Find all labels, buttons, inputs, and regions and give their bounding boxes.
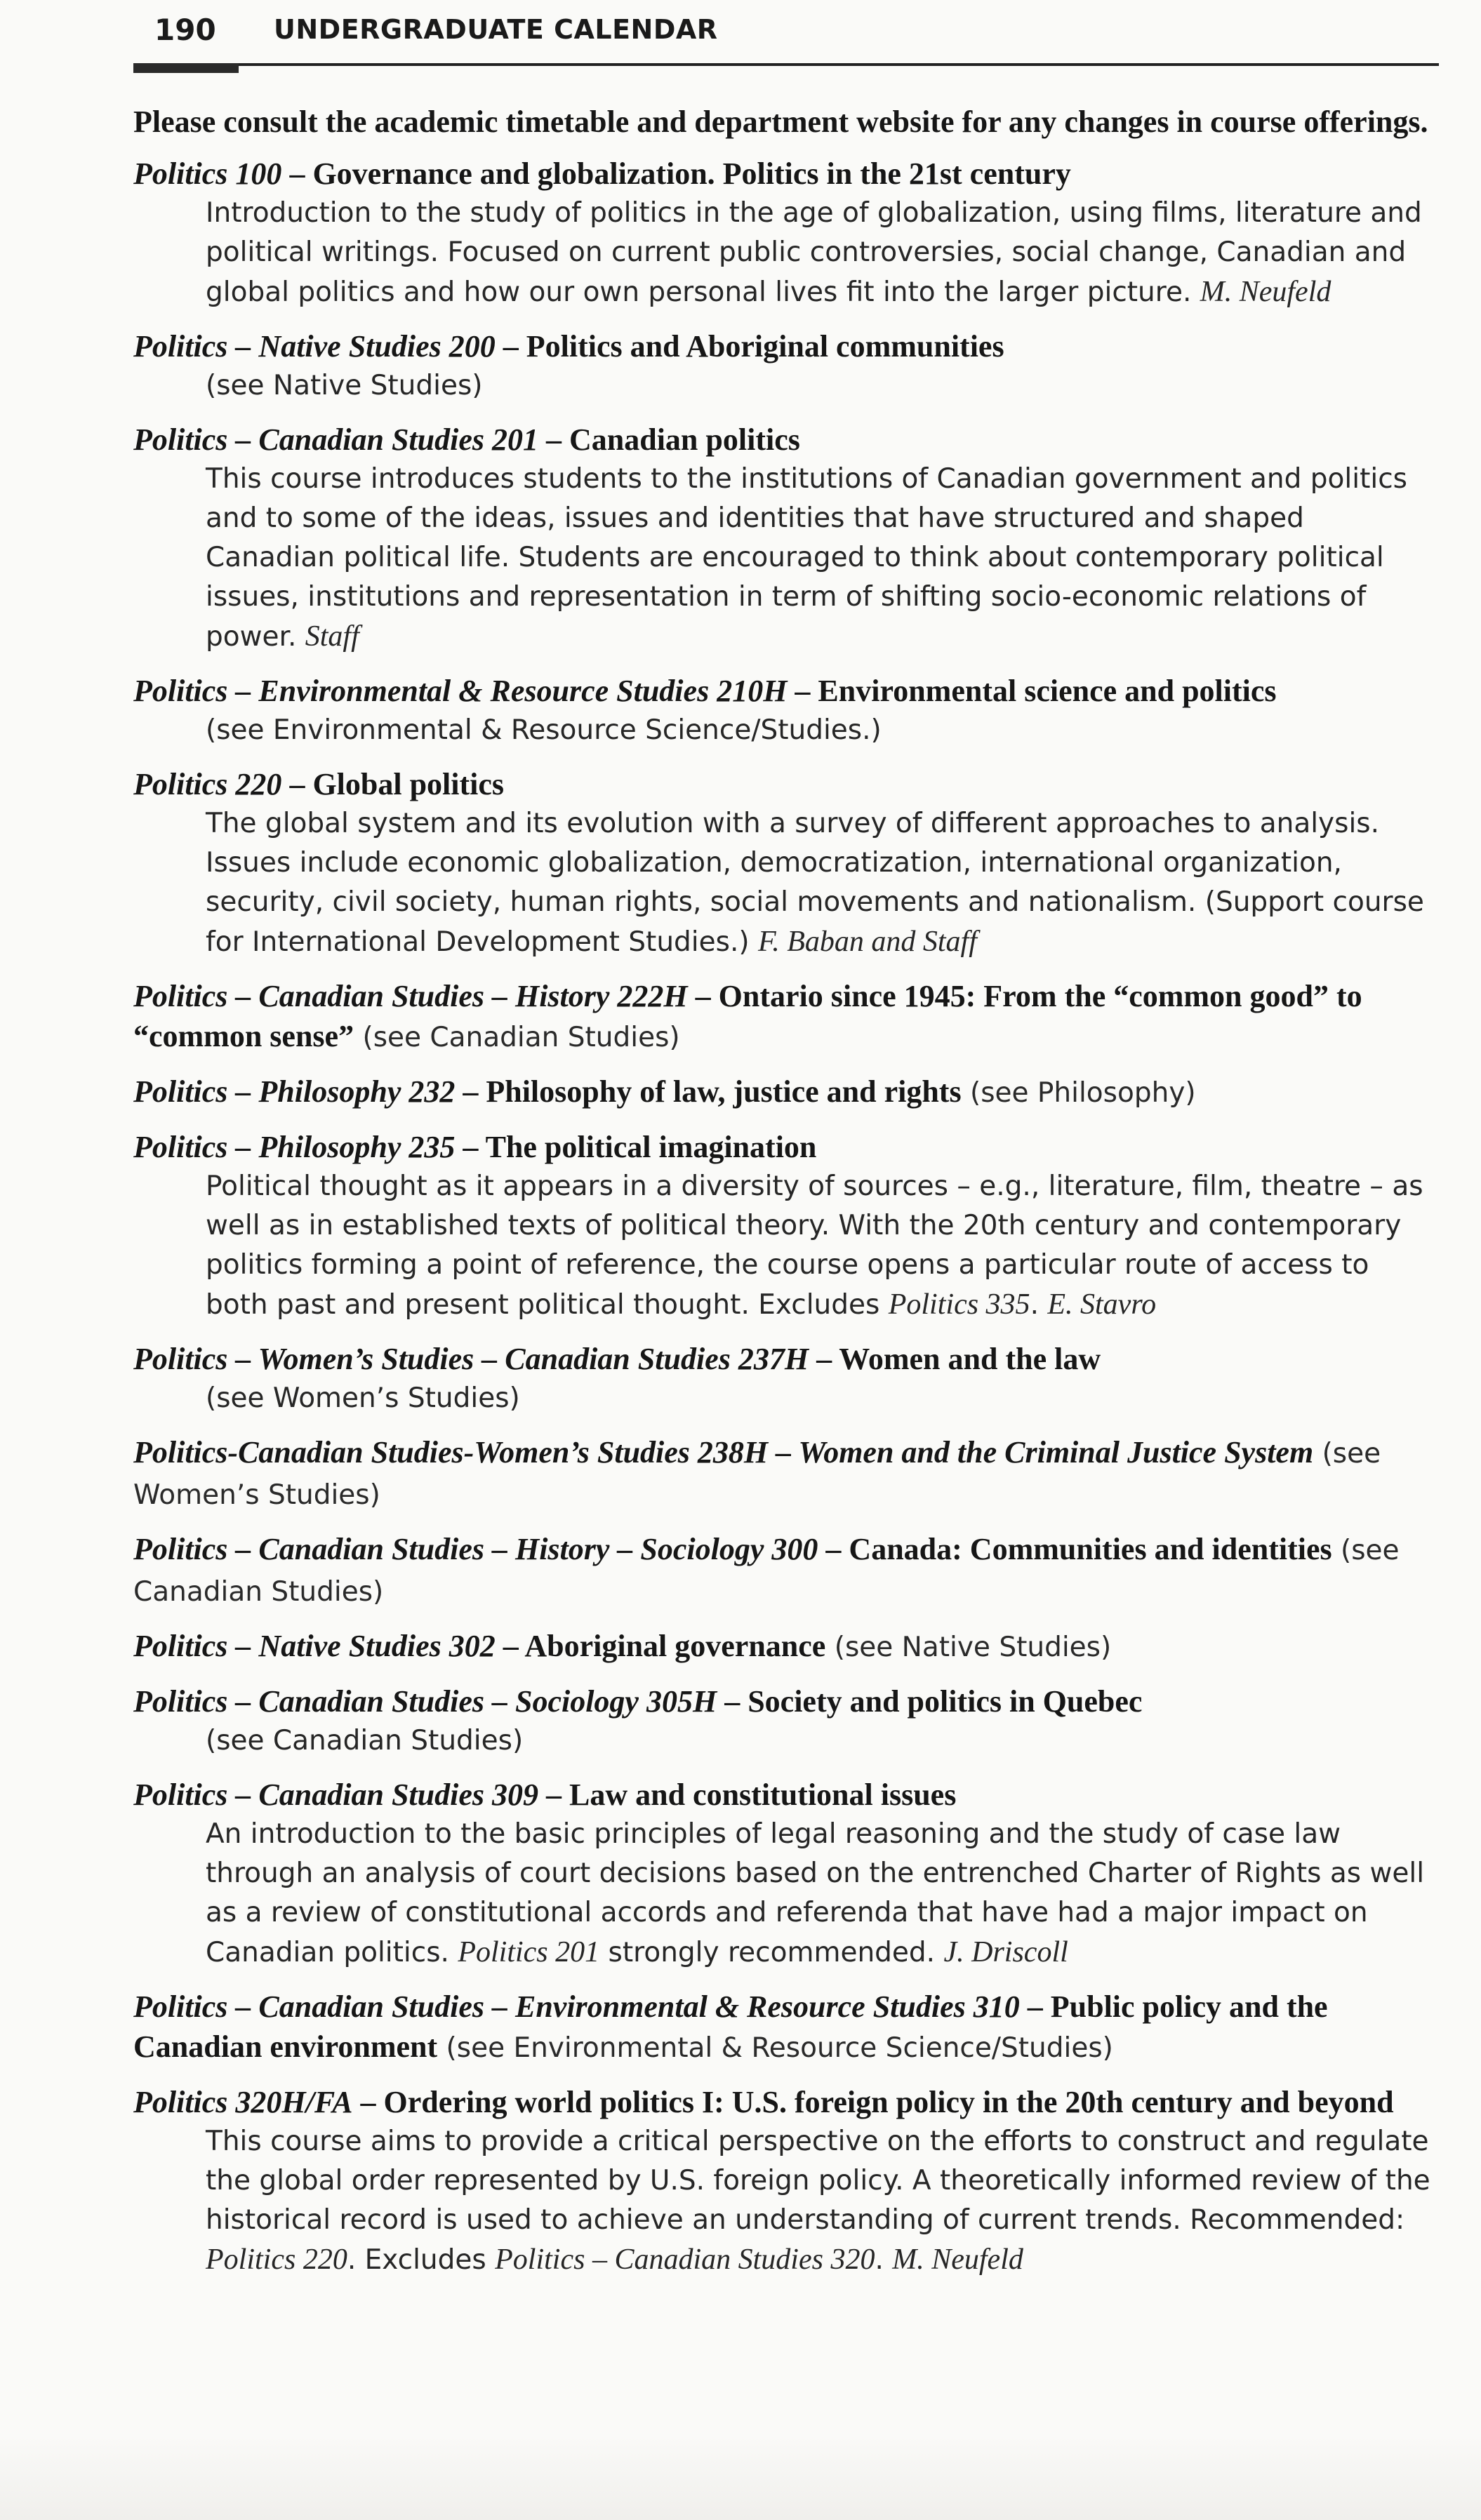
course-heading: [133, 1775, 1439, 1815]
course-code: Politics – Philosophy 235: [133, 1130, 456, 1164]
course-heading: [133, 1432, 1439, 1515]
course-entry: [133, 1626, 1439, 1667]
course-separator: –: [455, 1130, 486, 1164]
course-separator: –: [787, 674, 818, 708]
course-title: Politics and Aboriginal communities: [526, 329, 1004, 364]
course-heading: [133, 1339, 1439, 1379]
course-separator: –: [717, 1684, 748, 1719]
course-entry: [133, 1432, 1439, 1515]
course-separator: –: [538, 422, 569, 457]
course-heading: [133, 420, 1439, 460]
course-entry: [133, 764, 1439, 962]
course-entry: [133, 1127, 1439, 1325]
recommended-course: Politics 201: [458, 1936, 600, 1968]
course-entry: [133, 1339, 1439, 1418]
cross-reference: (see Canadian Studies): [354, 1022, 680, 1053]
page-header: [133, 7, 1439, 77]
instructor: M. Neufeld: [1200, 276, 1331, 308]
course-entry: [133, 326, 1439, 406]
course-heading: [133, 1626, 1439, 1667]
course-description: [206, 804, 1439, 962]
course-code: Politics 320H/FA: [133, 2085, 353, 2119]
course-heading: [133, 764, 1439, 804]
course-description: [206, 1167, 1439, 1325]
course-separator: –: [495, 1629, 525, 1663]
course-code: Politics-Canadian Studies-Women’s Studies 238H – Women and the Criminal Justice System: [133, 1435, 1314, 1469]
course-code: Politics – Women’s Studies – Canadian Studies 237H: [133, 1342, 809, 1376]
course-code: Politics 100: [133, 156, 282, 191]
course-separator: –: [495, 329, 526, 364]
course-entry: [133, 1072, 1439, 1113]
course-heading: [133, 326, 1439, 366]
course-code: Politics – Canadian Studies – History – Sociology 300: [133, 1532, 818, 1566]
course-title: Philosophy of law, justice and rights: [486, 1074, 962, 1109]
instructor: E. Stavro: [1047, 1288, 1157, 1321]
description-text: The global system and its evolution with a survey of different approaches to analysis. Issues include economic globalization, democratization, international organization, security, civil society, human rights, social movements and nationalism. (Support course for International Development Studies.): [206, 808, 1424, 958]
course-title: Canada: Communities and identities: [849, 1532, 1332, 1566]
description-text: . Excludes: [347, 2244, 496, 2276]
cross-reference: (see Canadian Studies): [133, 1535, 1400, 1608]
cross-reference: (see Canadian Studies): [206, 1725, 524, 1756]
course-title: Global politics: [312, 767, 505, 801]
description-text: strongly recommended.: [599, 1937, 944, 1968]
course-code: Politics – Environmental & Resource Studies 210H: [133, 674, 788, 708]
cross-reference: (see Environmental & Resource Science/Studies.): [206, 714, 882, 746]
cross-reference: (see Native Studies): [825, 1632, 1112, 1663]
course-heading: [133, 1529, 1439, 1612]
course-separator: –: [281, 767, 313, 801]
course-heading: [133, 1127, 1439, 1167]
course-separator: –: [352, 2085, 384, 2119]
course-heading: [133, 1681, 1439, 1721]
cross-reference: (see Environmental & Resource Science/Studies): [437, 2032, 1113, 2064]
course-heading: [133, 671, 1439, 711]
course-code: Politics – Canadian Studies – History 222H: [133, 979, 688, 1013]
cross-reference: (see Women’s Studies): [133, 1438, 1381, 1511]
course-title: Ordering world politics I: U.S. foreign policy in the 20th century and beyond: [383, 2085, 1394, 2119]
course-separator: –: [455, 1074, 486, 1109]
description-text: .: [1030, 1289, 1048, 1321]
cross-reference: (see Philosophy): [961, 1077, 1196, 1109]
course-separator: –: [687, 979, 719, 1013]
course-title: Women and the law: [839, 1342, 1101, 1376]
course-title: Ontario since 1945: From the “common good” to “common sense”: [133, 979, 1362, 1053]
course-code: Politics – Canadian Studies 201: [133, 422, 538, 457]
course-code: Politics – Canadian Studies – Sociology 305H: [133, 1684, 717, 1719]
course-separator: –: [281, 156, 313, 191]
description-text: Political thought as it appears in a diversity of sources – e.g., literature, film, theatre – as well as in established texts of political theory. With the 20th century and contemporary politics forming a point of reference, the course opens a particular route of access to both past and present political thought. Excludes: [206, 1171, 1423, 1321]
course-code: Politics – Canadian Studies – Environmental & Resource Studies 310: [133, 1989, 1020, 2024]
course-heading: [133, 1987, 1439, 2068]
description-text: Introduction to the study of politics in the age of globalization, using films, literature and political writings. Focused on current public controversies, social change, Canadian and global politics and how our own personal lives fit into the larger picture.: [206, 197, 1422, 308]
course-code: Politics 220: [133, 767, 282, 801]
instructor: J. Driscoll: [943, 1936, 1068, 1968]
course-heading: [133, 1072, 1439, 1113]
course-heading: [133, 154, 1439, 194]
course-title: The political imagination: [485, 1130, 817, 1164]
description-text: An introduction to the basic principles of legal reasoning and the study of case law through an analysis of court decisions based on the entrenched Charter of Rights as well as a review of constitutional accords and referenda that have had a major impact on Canadian politics.: [206, 1818, 1425, 1968]
recommended-course: Politics 220: [206, 2244, 347, 2276]
course-entry: [133, 976, 1439, 1058]
page-number: 190: [154, 13, 216, 47]
course-title: Aboriginal governance: [524, 1629, 826, 1663]
course-heading: [133, 2082, 1439, 2122]
notice: Please consult the academic timetable and department website for any changes in course offerings.: [133, 105, 1428, 139]
description-text: This course introduces students to the institutions of Canadian government and politics and to some of the ideas, issues and identities that have structured and shaped Canadian political life. Students are encouraged to think about contemporary political issues, institutions and representation in term of shifting socio-economic relations of power.: [206, 463, 1407, 653]
instructor: M. Neufeld: [892, 2244, 1023, 2276]
course-entry: [133, 1775, 1439, 1973]
course-entry: [133, 2082, 1439, 2280]
course-separator: –: [538, 1778, 569, 1812]
course-entry: [133, 671, 1439, 750]
course-description: [206, 2122, 1439, 2280]
course-code: Politics – Philosophy 232: [133, 1074, 456, 1109]
course-title: Law and constitutional issues: [569, 1778, 957, 1812]
course-entry: [133, 1529, 1439, 1612]
course-heading: [133, 976, 1439, 1058]
course-code: Politics – Canadian Studies 309: [133, 1778, 538, 1812]
description-text: This course aims to provide a critical perspective on the efforts to construct and regulate the global order represented by U.S. foreign policy. A theoretically informed review of the historical record is used to achieve an understanding of current trends. Recommended:: [206, 2126, 1430, 2236]
course-code: Politics – Native Studies 200: [133, 329, 496, 364]
instructor: F. Baban and Staff: [757, 926, 977, 958]
course-title: Canadian politics: [569, 422, 800, 457]
course-entry: [133, 1681, 1439, 1761]
description-text: .: [875, 2244, 893, 2276]
excluded-course: Politics 335: [888, 1288, 1030, 1321]
course-entry: [133, 154, 1439, 312]
course-entry: [133, 1987, 1439, 2068]
course-separator: –: [818, 1532, 849, 1566]
course-description: [206, 460, 1439, 657]
course-entry: [133, 420, 1439, 657]
course-separator: –: [809, 1342, 839, 1376]
page-content: [133, 102, 1439, 2294]
instructor: Staff: [305, 620, 359, 653]
course-description: [206, 1815, 1439, 1973]
cross-reference: (see Women’s Studies): [206, 1382, 520, 1414]
course-title: Environmental science and politics: [818, 674, 1277, 708]
course-description: [206, 194, 1439, 312]
excluded-course: Politics – Canadian Studies 320: [495, 2244, 875, 2276]
running-title: UNDERGRADUATE CALENDAR: [274, 14, 718, 45]
course-separator: –: [1019, 1989, 1051, 2024]
course-title: Governance and globalization. Politics in the 21st century: [312, 156, 1071, 191]
header-rule: [133, 63, 1439, 66]
course-title: Public policy and the Canadian environment: [133, 1989, 1328, 2064]
header-rule-accent: [133, 63, 239, 73]
course-code: Politics – Native Studies 302: [133, 1629, 496, 1663]
course-title: Society and politics in Quebec: [748, 1684, 1143, 1719]
cross-reference: (see Native Studies): [206, 370, 483, 401]
page-bottom-edge: [0, 2435, 1481, 2520]
